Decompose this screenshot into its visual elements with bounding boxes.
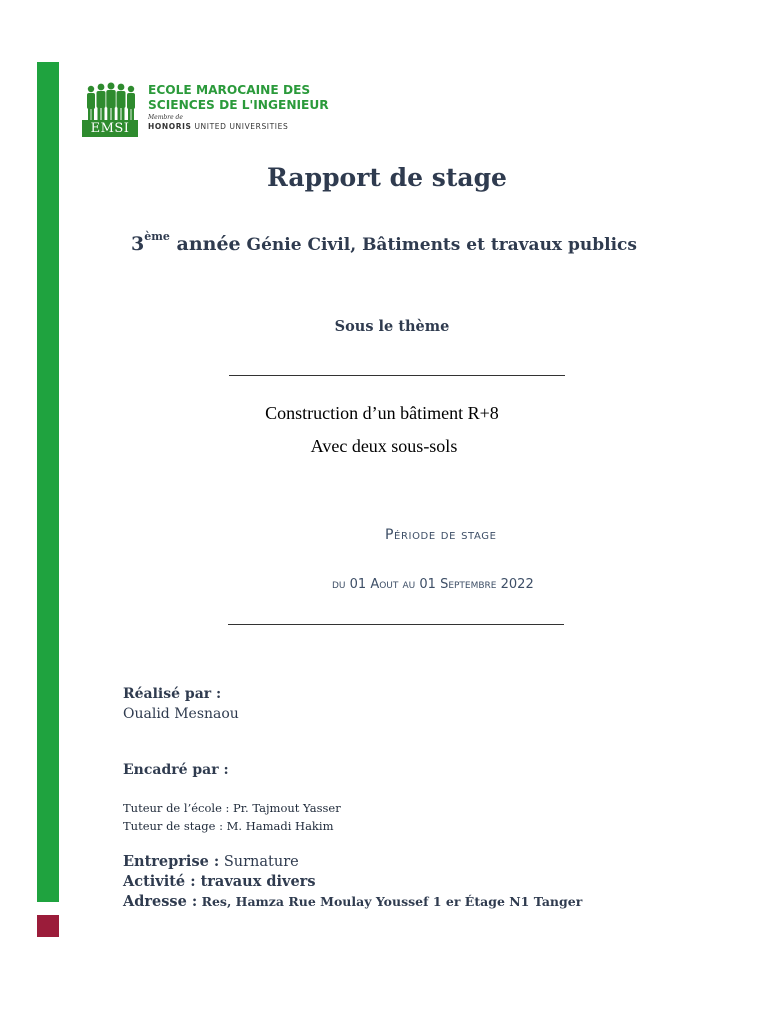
period-title: Période de stage [385,527,497,543]
tutor-internship: Tuteur de stage : M. Hamadi Hakim [123,819,334,833]
activity-value: travaux divers [195,873,316,890]
logo-wordmark [148,83,338,132]
divider-bottom [228,624,564,625]
logo-honoris-rest: UNITED UNIVERSITIES [191,122,289,131]
divider-top [229,375,565,376]
realise-label: Réalisé par : [123,686,222,702]
theme-label: Sous le thème [334,318,450,335]
period-dates: du 01 Aout au 01 Septembre 2022 [332,577,534,592]
emsi-emblem-text: EMSI [82,120,138,137]
report-title: Rapport de stage [267,163,507,192]
company-label: Entreprise : [123,853,220,870]
topic-line-2: Avec deux sous-sols [310,436,458,456]
logo-line-1: ECOLE MAROCAINE DES [148,83,311,97]
year-word: année [169,233,241,255]
student-name: Oualid Mesnaou [123,706,239,722]
emsi-emblem [82,82,140,138]
company-line [123,853,299,870]
company-value: Surnature [219,854,299,870]
school-logo [82,82,332,138]
activity-label: Activité : [123,873,196,890]
logo-line-2: SCIENCES DE L'INGENIEUR [148,98,329,112]
activity-line [123,873,315,890]
year-number: 3 [131,233,145,255]
topic-line-1: Construction d’un bâtiment R+8 [265,403,499,423]
report-subtitle [0,230,768,255]
tutor-school: Tuteur de l’école : Pr. Tajmout Yasser [123,801,341,815]
year-superscript: ème [144,230,170,244]
encadre-label: Encadré par : [123,762,229,778]
address-line [123,893,582,910]
decorative-red-square [37,915,59,937]
address-label: Adresse : [123,893,198,910]
people-silhouettes-icon [84,82,138,122]
logo-honoris-text [148,122,338,132]
logo-member-text: Membre de [148,114,183,121]
program-name: Génie Civil, Bâtiments et travaux publics [240,235,637,255]
logo-honoris-bold: HONORIS [148,122,192,131]
address-value: Res, Hamza Rue Moulay Youssef 1 er Étage N1 Tanger [197,894,583,909]
